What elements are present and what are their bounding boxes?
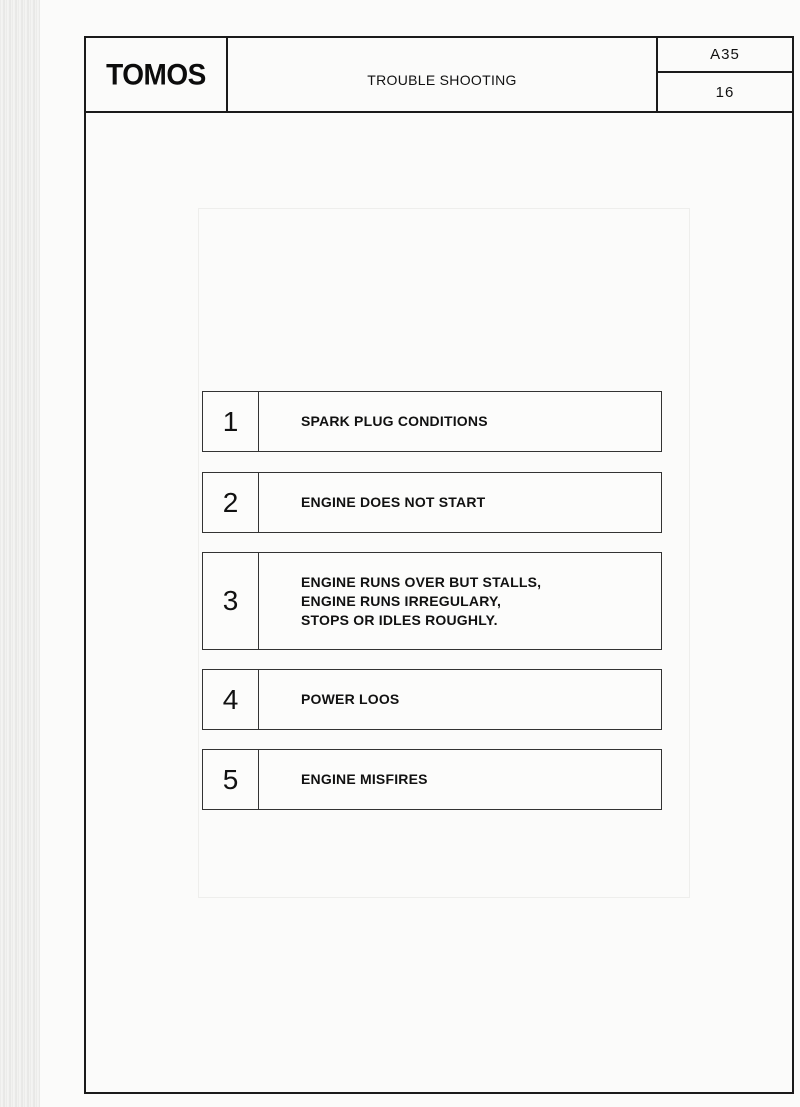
page-title: TROUBLE SHOOTING bbox=[367, 71, 517, 88]
item-label: SPARK PLUG CONDITIONS bbox=[301, 413, 488, 429]
item-number: 4 bbox=[203, 670, 259, 729]
list-item bbox=[202, 472, 662, 533]
list-item bbox=[202, 391, 662, 452]
page-stack-edges bbox=[0, 0, 44, 1107]
item-number: 1 bbox=[203, 392, 259, 451]
title-cell bbox=[228, 38, 656, 111]
item-number: 3 bbox=[203, 553, 259, 649]
reference-cell bbox=[656, 38, 792, 111]
section-code: A35 bbox=[658, 38, 792, 73]
item-label: ENGINE DOES NOT START bbox=[301, 494, 486, 510]
page-number: 16 bbox=[715, 83, 735, 101]
list-item bbox=[202, 669, 662, 730]
page-header bbox=[86, 38, 792, 113]
item-label: POWER LOOS bbox=[301, 691, 400, 707]
item-label: ENGINE MISFIRES bbox=[301, 771, 428, 787]
page-frame bbox=[84, 36, 794, 1094]
item-number: 2 bbox=[203, 473, 259, 532]
list-item bbox=[202, 552, 662, 650]
logo-cell bbox=[86, 38, 228, 111]
brand-logo: TOMOS bbox=[106, 57, 206, 91]
list-item bbox=[202, 749, 662, 810]
item-label: ENGINE RUNS OVER BUT STALLS, ENGINE RUNS IRREGULARY, STOPS OR IDLES ROUGHLY. bbox=[301, 573, 542, 628]
item-number: 5 bbox=[203, 750, 259, 809]
